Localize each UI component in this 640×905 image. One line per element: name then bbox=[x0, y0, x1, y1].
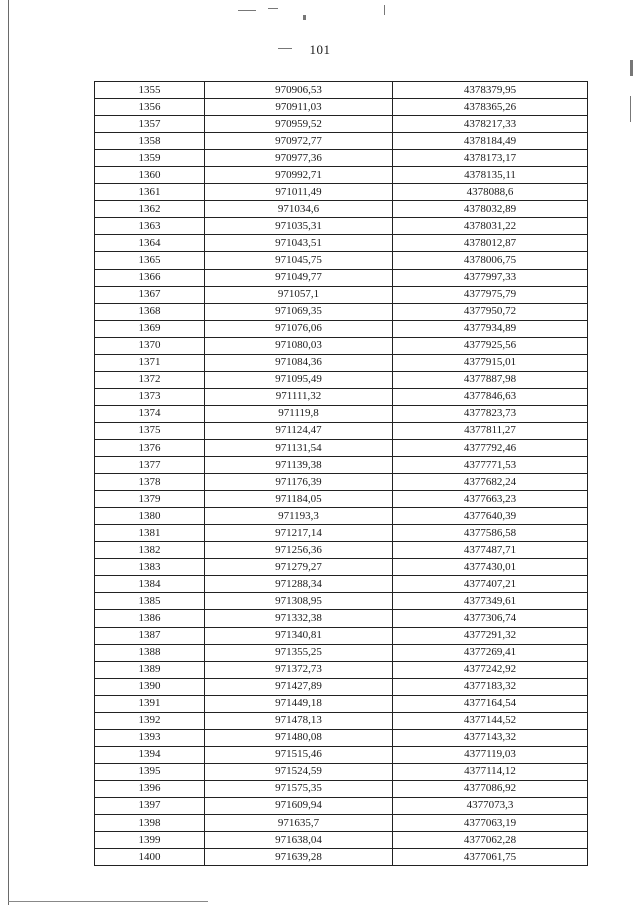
table-row bbox=[95, 457, 588, 474]
x-coordinate-cell: 971575,35 bbox=[205, 780, 393, 797]
table-row bbox=[95, 320, 588, 337]
table-row bbox=[95, 627, 588, 644]
scan-mark bbox=[238, 10, 256, 11]
x-coordinate-cell: 971076,06 bbox=[205, 320, 393, 337]
point-number-cell: 1356 bbox=[95, 99, 205, 116]
point-number-cell: 1398 bbox=[95, 815, 205, 832]
x-coordinate-cell: 971355,25 bbox=[205, 644, 393, 661]
x-coordinate-cell: 971035,31 bbox=[205, 218, 393, 235]
table-row bbox=[95, 610, 588, 627]
scan-mark bbox=[303, 15, 306, 20]
y-coordinate-cell: 4377349,61 bbox=[393, 593, 588, 610]
table-row bbox=[95, 576, 588, 593]
point-number-cell: 1392 bbox=[95, 712, 205, 729]
point-number-cell: 1357 bbox=[95, 116, 205, 133]
point-number-cell: 1383 bbox=[95, 559, 205, 576]
y-coordinate-cell: 4377771,53 bbox=[393, 457, 588, 474]
point-number-cell: 1389 bbox=[95, 661, 205, 678]
x-coordinate-cell: 971045,75 bbox=[205, 252, 393, 269]
point-number-cell: 1373 bbox=[95, 388, 205, 405]
table-row bbox=[95, 491, 588, 508]
point-number-cell: 1385 bbox=[95, 593, 205, 610]
y-coordinate-cell: 4377934,89 bbox=[393, 320, 588, 337]
y-coordinate-cell: 4378012,87 bbox=[393, 235, 588, 252]
x-coordinate-cell: 971524,59 bbox=[205, 763, 393, 780]
point-number-cell: 1359 bbox=[95, 150, 205, 167]
point-number-cell: 1362 bbox=[95, 201, 205, 218]
point-number-cell: 1364 bbox=[95, 235, 205, 252]
y-coordinate-cell: 4377640,39 bbox=[393, 508, 588, 525]
y-coordinate-cell: 4377407,21 bbox=[393, 576, 588, 593]
x-coordinate-cell: 970911,03 bbox=[205, 99, 393, 116]
y-coordinate-cell: 4377063,19 bbox=[393, 815, 588, 832]
y-coordinate-cell: 4377086,92 bbox=[393, 780, 588, 797]
table-row bbox=[95, 422, 588, 439]
point-number-cell: 1367 bbox=[95, 286, 205, 303]
point-number-cell: 1378 bbox=[95, 474, 205, 491]
table-row bbox=[95, 695, 588, 712]
point-number-cell: 1396 bbox=[95, 780, 205, 797]
table-row bbox=[95, 286, 588, 303]
y-coordinate-cell: 4378379,95 bbox=[393, 82, 588, 99]
point-number-cell: 1388 bbox=[95, 644, 205, 661]
point-number-cell: 1386 bbox=[95, 610, 205, 627]
x-coordinate-cell: 971193,3 bbox=[205, 508, 393, 525]
x-coordinate-cell: 971011,49 bbox=[205, 184, 393, 201]
x-coordinate-cell: 971111,32 bbox=[205, 388, 393, 405]
x-coordinate-cell: 971340,81 bbox=[205, 627, 393, 644]
x-coordinate-cell: 970906,53 bbox=[205, 82, 393, 99]
y-coordinate-cell: 4377114,12 bbox=[393, 763, 588, 780]
scan-mark bbox=[268, 8, 278, 9]
table-row bbox=[95, 763, 588, 780]
table-row bbox=[95, 678, 588, 695]
x-coordinate-cell: 971638,04 bbox=[205, 832, 393, 849]
page-number: 101 bbox=[309, 42, 331, 57]
point-number-cell: 1361 bbox=[95, 184, 205, 201]
y-coordinate-cell: 4378006,75 bbox=[393, 252, 588, 269]
y-coordinate-cell: 4377663,23 bbox=[393, 491, 588, 508]
x-coordinate-cell: 971119,8 bbox=[205, 405, 393, 422]
y-coordinate-cell: 4378173,17 bbox=[393, 150, 588, 167]
table-row bbox=[95, 525, 588, 542]
point-number-cell: 1372 bbox=[95, 371, 205, 388]
x-coordinate-cell: 971480,08 bbox=[205, 729, 393, 746]
table-row bbox=[95, 729, 588, 746]
y-coordinate-cell: 4378217,33 bbox=[393, 116, 588, 133]
y-coordinate-cell: 4377846,63 bbox=[393, 388, 588, 405]
y-coordinate-cell: 4377062,28 bbox=[393, 832, 588, 849]
point-number-cell: 1393 bbox=[95, 729, 205, 746]
y-coordinate-cell: 4377887,98 bbox=[393, 371, 588, 388]
table-row bbox=[95, 150, 588, 167]
y-coordinate-cell: 4377975,79 bbox=[393, 286, 588, 303]
table-row bbox=[95, 780, 588, 797]
table-row bbox=[95, 184, 588, 201]
x-coordinate-cell: 970972,77 bbox=[205, 133, 393, 150]
x-coordinate-cell: 971332,38 bbox=[205, 610, 393, 627]
coordinates-table-body bbox=[95, 82, 588, 866]
x-coordinate-cell: 971095,49 bbox=[205, 371, 393, 388]
point-number-cell: 1376 bbox=[95, 439, 205, 456]
x-coordinate-cell: 971139,38 bbox=[205, 457, 393, 474]
x-coordinate-cell: 971084,36 bbox=[205, 354, 393, 371]
table-row bbox=[95, 133, 588, 150]
x-coordinate-cell: 970992,71 bbox=[205, 167, 393, 184]
x-coordinate-cell: 971057,1 bbox=[205, 286, 393, 303]
y-coordinate-cell: 4378365,26 bbox=[393, 99, 588, 116]
x-coordinate-cell: 971069,35 bbox=[205, 303, 393, 320]
y-coordinate-cell: 4377430,01 bbox=[393, 559, 588, 576]
x-coordinate-cell: 971515,46 bbox=[205, 746, 393, 763]
x-coordinate-cell: 971131,54 bbox=[205, 439, 393, 456]
x-coordinate-cell: 971080,03 bbox=[205, 337, 393, 354]
x-coordinate-cell: 971635,7 bbox=[205, 815, 393, 832]
table-row bbox=[95, 252, 588, 269]
table-row bbox=[95, 167, 588, 184]
point-number-cell: 1369 bbox=[95, 320, 205, 337]
x-coordinate-cell: 971124,47 bbox=[205, 422, 393, 439]
y-coordinate-cell: 4377306,74 bbox=[393, 610, 588, 627]
x-coordinate-cell: 971217,14 bbox=[205, 525, 393, 542]
table-row bbox=[95, 405, 588, 422]
table-row bbox=[95, 82, 588, 99]
table-row bbox=[95, 815, 588, 832]
y-coordinate-cell: 4378032,89 bbox=[393, 201, 588, 218]
y-coordinate-cell: 4377183,32 bbox=[393, 678, 588, 695]
x-coordinate-cell: 971256,36 bbox=[205, 542, 393, 559]
table-row bbox=[95, 388, 588, 405]
coordinates-table bbox=[94, 81, 588, 866]
x-coordinate-cell: 971043,51 bbox=[205, 235, 393, 252]
table-row bbox=[95, 832, 588, 849]
table-row bbox=[95, 559, 588, 576]
y-coordinate-cell: 4377164,54 bbox=[393, 695, 588, 712]
table-row bbox=[95, 235, 588, 252]
point-number-cell: 1355 bbox=[95, 82, 205, 99]
x-coordinate-cell: 971308,95 bbox=[205, 593, 393, 610]
point-number-cell: 1371 bbox=[95, 354, 205, 371]
x-coordinate-cell: 971034,6 bbox=[205, 201, 393, 218]
y-coordinate-cell: 4378135,11 bbox=[393, 167, 588, 184]
y-coordinate-cell: 4377925,56 bbox=[393, 337, 588, 354]
y-coordinate-cell: 4378184,49 bbox=[393, 133, 588, 150]
point-number-cell: 1400 bbox=[95, 849, 205, 866]
y-coordinate-cell: 4377997,33 bbox=[393, 269, 588, 286]
point-number-cell: 1375 bbox=[95, 422, 205, 439]
scan-mark bbox=[384, 5, 385, 15]
y-coordinate-cell: 4377143,32 bbox=[393, 729, 588, 746]
x-coordinate-cell: 971427,89 bbox=[205, 678, 393, 695]
table-row bbox=[95, 746, 588, 763]
x-coordinate-cell: 971049,77 bbox=[205, 269, 393, 286]
x-coordinate-cell: 971449,18 bbox=[205, 695, 393, 712]
x-coordinate-cell: 971184,05 bbox=[205, 491, 393, 508]
scan-mark bbox=[630, 96, 631, 122]
table-row bbox=[95, 644, 588, 661]
point-number-cell: 1397 bbox=[95, 797, 205, 814]
page-bottom-edge bbox=[8, 901, 208, 902]
y-coordinate-cell: 4377950,72 bbox=[393, 303, 588, 320]
x-coordinate-cell: 971609,94 bbox=[205, 797, 393, 814]
y-coordinate-cell: 4377586,58 bbox=[393, 525, 588, 542]
y-coordinate-cell: 4377144,52 bbox=[393, 712, 588, 729]
point-number-cell: 1390 bbox=[95, 678, 205, 695]
point-number-cell: 1399 bbox=[95, 832, 205, 849]
point-number-cell: 1370 bbox=[95, 337, 205, 354]
scan-mark bbox=[630, 60, 633, 76]
x-coordinate-cell: 971176,39 bbox=[205, 474, 393, 491]
table-row bbox=[95, 99, 588, 116]
x-coordinate-cell: 971372,73 bbox=[205, 661, 393, 678]
page-left-edge bbox=[8, 0, 9, 905]
point-number-cell: 1360 bbox=[95, 167, 205, 184]
point-number-cell: 1363 bbox=[95, 218, 205, 235]
y-coordinate-cell: 4378031,22 bbox=[393, 218, 588, 235]
y-coordinate-cell: 4378088,6 bbox=[393, 184, 588, 201]
y-coordinate-cell: 4377682,24 bbox=[393, 474, 588, 491]
x-coordinate-cell: 971478,13 bbox=[205, 712, 393, 729]
table-row bbox=[95, 116, 588, 133]
table-row bbox=[95, 508, 588, 525]
x-coordinate-cell: 971639,28 bbox=[205, 849, 393, 866]
point-number-cell: 1382 bbox=[95, 542, 205, 559]
y-coordinate-cell: 4377291,32 bbox=[393, 627, 588, 644]
point-number-cell: 1387 bbox=[95, 627, 205, 644]
y-coordinate-cell: 4377487,71 bbox=[393, 542, 588, 559]
point-number-cell: 1394 bbox=[95, 746, 205, 763]
table-row bbox=[95, 269, 588, 286]
point-number-cell: 1368 bbox=[95, 303, 205, 320]
table-row bbox=[95, 337, 588, 354]
table-row bbox=[95, 371, 588, 388]
y-coordinate-cell: 4377119,03 bbox=[393, 746, 588, 763]
table-row bbox=[95, 542, 588, 559]
point-number-cell: 1366 bbox=[95, 269, 205, 286]
point-number-cell: 1377 bbox=[95, 457, 205, 474]
point-number-cell: 1395 bbox=[95, 763, 205, 780]
table-row bbox=[95, 797, 588, 814]
table-row bbox=[95, 712, 588, 729]
table-row bbox=[95, 201, 588, 218]
point-number-cell: 1380 bbox=[95, 508, 205, 525]
table-row bbox=[95, 474, 588, 491]
x-coordinate-cell: 970977,36 bbox=[205, 150, 393, 167]
x-coordinate-cell: 970959,52 bbox=[205, 116, 393, 133]
y-coordinate-cell: 4377061,75 bbox=[393, 849, 588, 866]
point-number-cell: 1365 bbox=[95, 252, 205, 269]
point-number-cell: 1358 bbox=[95, 133, 205, 150]
table-row bbox=[95, 593, 588, 610]
y-coordinate-cell: 4377073,3 bbox=[393, 797, 588, 814]
point-number-cell: 1374 bbox=[95, 405, 205, 422]
x-coordinate-cell: 971279,27 bbox=[205, 559, 393, 576]
point-number-cell: 1391 bbox=[95, 695, 205, 712]
y-coordinate-cell: 4377915,01 bbox=[393, 354, 588, 371]
table-row bbox=[95, 849, 588, 866]
y-coordinate-cell: 4377792,46 bbox=[393, 439, 588, 456]
y-coordinate-cell: 4377823,73 bbox=[393, 405, 588, 422]
table-row bbox=[95, 354, 588, 371]
point-number-cell: 1381 bbox=[95, 525, 205, 542]
table-row bbox=[95, 439, 588, 456]
y-coordinate-cell: 4377242,92 bbox=[393, 661, 588, 678]
y-coordinate-cell: 4377269,41 bbox=[393, 644, 588, 661]
table-row bbox=[95, 218, 588, 235]
y-coordinate-cell: 4377811,27 bbox=[393, 422, 588, 439]
table-row bbox=[95, 661, 588, 678]
point-number-cell: 1384 bbox=[95, 576, 205, 593]
x-coordinate-cell: 971288,34 bbox=[205, 576, 393, 593]
point-number-cell: 1379 bbox=[95, 491, 205, 508]
table-row bbox=[95, 303, 588, 320]
